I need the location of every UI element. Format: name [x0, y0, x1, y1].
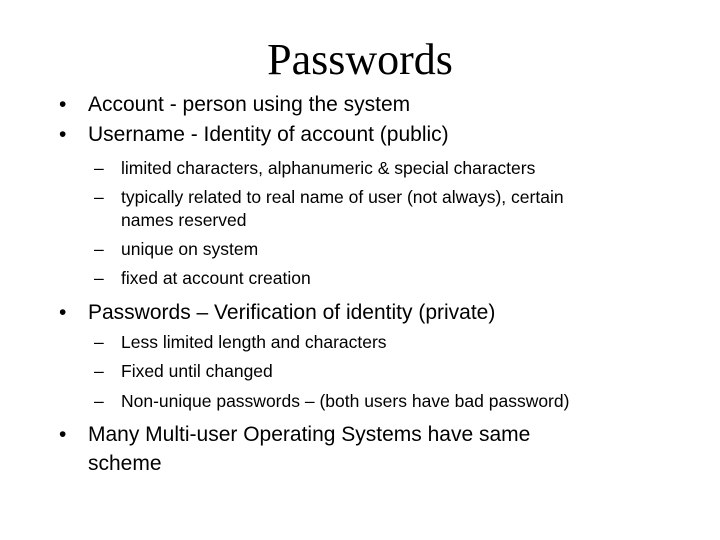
dash-marker: – [94, 391, 104, 411]
sub-bullet-continuation [121, 208, 246, 232]
sub-bullet-item [94, 185, 564, 209]
bullet-marker: • [59, 93, 67, 116]
bullet-text: Passwords – Verification of identity (private) [88, 301, 496, 324]
bullet-continuation [88, 449, 162, 478]
dash-marker: – [94, 187, 104, 207]
dash-marker: – [94, 268, 104, 288]
bullet-item [59, 420, 531, 449]
bullet-item [59, 298, 496, 327]
bullet-marker: • [59, 423, 67, 446]
dash-marker: – [94, 332, 104, 352]
bullet-marker: • [59, 123, 67, 146]
bullet-text: Account - person using the system [88, 93, 411, 116]
sub-bullet-text: unique on system [121, 239, 259, 259]
sub-bullet-item [94, 359, 273, 383]
sub-bullet-item [94, 330, 387, 354]
sub-bullet-item [94, 237, 259, 261]
sub-bullet-text: Less limited length and characters [121, 332, 387, 352]
sub-bullet-item [94, 156, 536, 180]
sub-bullet-text: limited characters, alphanumeric & special characters [121, 158, 536, 178]
bullet-item [59, 90, 411, 119]
sub-bullet-text: names reserved [121, 210, 247, 230]
bullet-text: Username - Identity of account (public) [88, 123, 449, 146]
slide-title: Passwords [267, 35, 453, 84]
sub-bullet-item [94, 389, 570, 413]
sub-bullet-item [94, 266, 311, 290]
dash-marker: – [94, 158, 104, 178]
sub-bullet-text: Fixed until changed [121, 361, 273, 381]
dash-marker: – [94, 361, 104, 381]
sub-bullet-text: typically related to real name of user (not always), certain [121, 187, 564, 207]
sub-bullet-text: Non-unique passwords – (both users have bad password) [121, 391, 570, 411]
bullet-item [59, 120, 449, 149]
bullet-marker: • [59, 301, 67, 324]
sub-bullet-text: fixed at account creation [121, 268, 311, 288]
bullet-text: scheme [88, 452, 162, 475]
dash-marker: – [94, 239, 104, 259]
bullet-text: Many Multi-user Operating Systems have same [88, 423, 531, 446]
